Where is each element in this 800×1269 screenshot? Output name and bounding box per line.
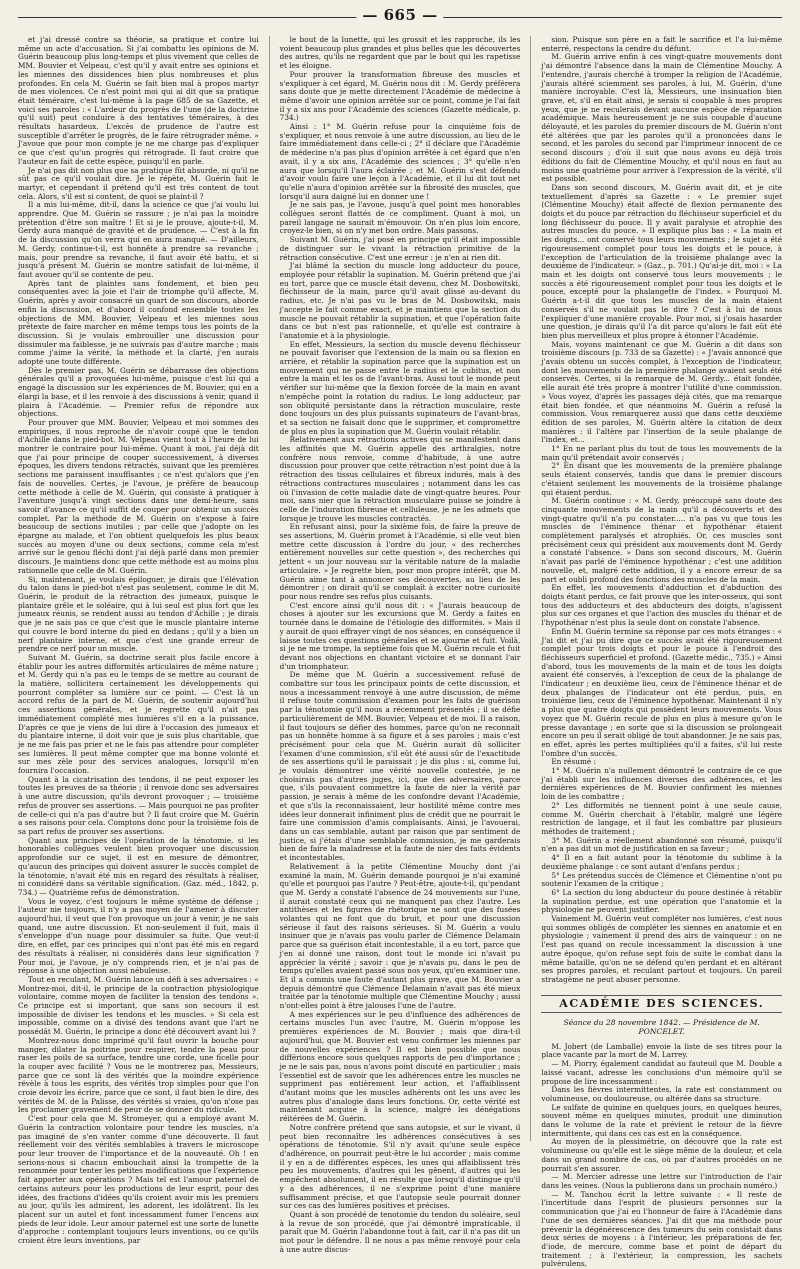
paragraph: 2° En disant que les mouvements de la première phalange seuls étaient conservés, tandis que dans le premier discours c'étaient seulement les mouvements de la troisième phalange qui étaient perdus.: [541, 461, 783, 497]
paragraph: M. Jobert (de Lamballe) envoie la liste de ses titres pour la place vacante par la mort de M. Larrey.: [541, 1041, 783, 1060]
paragraph: Dès le premier pas, M. Guérin se débarrasse des objections générales qu'il a provoquées lui-même, puisque c'est lui qui a engagé la discussion sur les expériences de M. Bouvier, qui en a élargi la base, et il les renvoie à des discussions à venir, quand il plaira à l'Académie. — Premier refus de répondre aux objections.: [18, 365, 259, 419]
paragraph: 5° Les prétendus succès de Clémence et Clémentine n'ont pu soutenir l'examen de la critique ;: [541, 870, 783, 889]
column-1: [18, 35, 259, 1246]
paragraph: J'ai blâmé la section du muscle long adducteur du pouce, employée pour rétablir la supination. M. Guérin prétend que j'ai eu tort, parce que ce muscle était devenu, chez M. Dosbowitski, fléchisseur de la main, parce qu'il avait glissé au-devant du radius, etc. Je n'ai pas vu le bras de M. Dosbowitski, mais j'accepte le fait comme exact, et je maintiens que la section du muscle ne pouvait rétablir la supination, et que l'opération faite dans ce but n'est pas rationnelle, et qu'elle est contraire à l'anatomie et à la physiologie.: [279, 261, 521, 340]
paragraph: — M. Tanchou écrit la lettre suivante : « Il reste de l'incertitude dans l'esprit de plusieurs personnes sur la communication que j'ai eu l'honneur de faire à l'Académie dans l'une de ses dernières séances. J'ai dit que ma méthode pour prévenir la dégénérescence des tumeurs du sein consistait dans deux séries de moyens : à l'intérieur, les préparations de fer, d'iode, de mercure, comme base et point de départ du traitement ; à l'extérieur, la compression, les sachets pulvérulens,: [541, 1189, 783, 1269]
paragraph: M. Guérin continue : « M. Gerdy, préoccupé sans doute des cinquante mouvements de la main qu'il a découverts et des vingt-quatre qu'il n'a pu constater..... n'a pas vu que tous les muscles de l'éminence thénar et hypothénar étaient complètement paralysés et atrophiés. Or, ces muscles sont précisément ceux qui président aux mouvements dont M. Gerdy a constaté l'absence. » Dans son second discours, M. Guérin n'avait pas parlé de l'éminence hypothénar ; c'est une addition nouvelle, et, malgré cette addition, il y a encore erreur de sa part et oubli profond des fonctions des muscles de la main.: [541, 496, 783, 584]
column-2: [279, 35, 521, 1254]
paragraph: Montrez-nous donc imprimé qu'il faut ouvrir la bouche pour manger, dilater la poitrine pour respirer, tendre la peau pour raser les poils de sa surface, tendre une corde, une ficelle pour la couper avec facilité ? Vous ne le montrerez pas, Messieurs, parce que ce sont là des vérités que la moindre expérience révèle à tous les esprits, des vérités trop simples pour que l'on croie devoir les écrire, parce que ce sont, il faut bien le dire, des vérités de M. de la Palisse, des vérités si vraies, qu'on n'ose pas les proclamer gravement de peur de se donner du ridicule.: [18, 1035, 259, 1115]
paragraph: Dans les fièvres intermittentes, la rate est constamment ou volumineuse, ou douloureuse, ou altérée dans sa structure.: [541, 1085, 783, 1103]
paragraph: et j'ai dressé contre sa théorie, sa pratique et contre lui même un acte d'accusation. Si j'ai combattu les opinions de M. Guérin beaucoup plus long-temps et plus vivement que celles de MM. Bouvier et Velpeau, c'est qu'il y avait entre ses opinions et les miennes des dissidences bien plus nombreuses et plus profondes. En cela M. Guérin se fait bien mal à propos martyr de mes violences. Ce n'est point moi qui ai dit que sa pratique était téméraire, c'est lui-même à la page 685 de sa Gazette, et voici ses paroles : « L'ardeur du progrès de l'une (de la doctrine qu'il suit) peut conduire à des tentatives téméraires, à des résultats hasardeux. L'excès de prudence de l'autre est susceptible d'arrêter le progrès, de le faire rétrograder même. » J'avoue que pour mon compte je ne me charge pas d'expliquer ce que c'est qu'un progrès qui rétrograde. Il faut croire que l'auteur en fait de cette espèce, puisqu'il en parle.: [18, 35, 259, 166]
paragraph: 2° Les difformités ne tiennent point à une seule cause, comme M. Guérin cherchait à l'établir, malgré une légère restriction de langage, et il faut les combattre par plusieurs méthodes de traitement ;: [541, 800, 783, 836]
section-body: [541, 1043, 782, 1269]
paragraph: Relativement aux rétractions actives qui se manifestent dans les affinités que M. Guérin appelle des arthralgies, notre confrère nous renvoie, comme d'habitude, à une autre discussion pour prouver que cette rétraction n'est point due à la rétraction des tissus cellulaires et fibreux indurés, mais à des rétractions contractures musculaires ; notamment dans les cas où l'invasion de cette maladie date de vingt-quatre heures. Pour moi, sans nier que la rétraction musculaire puisse se joindre à celle de l'induration fibreuse et celluleuse, je ne les admets que lorsque je trouve les muscles contractés.: [279, 435, 521, 523]
page-number: — 665 —: [356, 6, 443, 24]
paragraph: De même que M. Guérin a successivement refusé de combattre sur tous les principaux points de cette discussion, et nous a incessamment renvoyé à une autre discussion, de même il refuse toute commission d'examen pour les faits de guérison par la ténotomie qu'il nous a récemment présentés ; il se défie particulièrement de MM. Bouvier, Velpeau et de moi. Il a raison, il faut toujours se défier des hommes, parce qu'on ne reconnaît pas un honnête homme à sa figure et à ses paroles ; mais c'est précisément pour cela que M. Guérin aurait dû solliciter l'examen d'une commission, s'il eût été aussi sûr de l'exactitude de ses assertions qu'il le paraissait ; je dis plus : si, comme lui, je voulais démontrer une vérité nouvelle contestée, je ne choisirais pas d'autres juges, ici, que des adversaires, parce que, s'ils pouvaient commettre la faute de nier la vérité par passion, je serais à même de les confondre devant l'Académie, et que s'ils la reconnaissaient, leur hostilité même contre mes idées leur donnerait infiniment plus de crédit que ne pourrait le faire une commission d'amis complaisants. Ainsi, je l'avouerai, dans un cas semblable, autant par raison que par sentiment de justice, si j'étais d'une semblable commission, je me garderais bien de faire la maladresse et la faute de nier des faits évidents et incontestables.: [279, 670, 521, 863]
paragraph: Vainement M. Guérin veut compléter nos lumières, c'est nous qui sommes obligés de compléter les siennes en anatomie et en physiologie ; vainement il prend des airs de vainqueur : on ne l'est pas quand on recule incessamment la discussion à une autre époque, qu'on refuse sept fois de suite le combat dans la même bataille, qu'on ne se défend qu'en perdant et en altérant ses propres paroles, et reculant partout et toujours. Un pareil stratagème ne peut abuser personne.: [541, 914, 783, 984]
paragraph: Pour prouver que MM. Bouvier, Velpeau et moi sommes des empiriques, il nous reproche de n'avoir coupé que le tendon d'Achille dans le pied-bot. M. Velpeau vient tout à l'heure de lui montrer le contraire pour lui-même. Quant à moi, j'ai déjà dit que j'ai pour principe de couper successivement, à diverses époques, les divers tendons rétractés, suivant que les premières sections me paraissent insuffisantes ; ce n'est qu'alors que j'en fais de nouvelles. Certes, je l'avoue, je préfère de beaucoup cette méthode à celle de M. Guérin, qui consiste à pratiquer à l'aventure jusqu'à vingt sections dans une demi-heure, sans savoir d'avance ce qu'il suffit de couper pour obtenir un succès complet. Par la méthode de M. Guérin on s'expose à faire beaucoup de sections inutiles ; par celle que j'adopte on les épargne au malade, et l'on obtient quelquefois les plus beaux succès au moyen d'une ou deux sections, comme cela m'est arrivé sur le genou fléchi dont j'ai déjà parlé dans mon premier discours. Je maintiens donc que cette méthode est au moins plus rationnelle que celle de M. Guérin.: [18, 417, 259, 575]
paragraph: Au moyen de la plessimétrie, on découvre que la rate est volumineuse ou qu'elle est le siège même de la douleur, et cela dans un grand nombre de cas, où par d'autres procédés on ne pourrait s'en assurer.: [541, 1137, 783, 1173]
paragraph: 1° M. Guérin n'a nullement démontré le contraire de ce que j'ai établi sur les influences diverses des adhérences, et les dernières expériences de M. Bouvier confirment les miennes loin de les combattre ;: [541, 766, 783, 802]
paragraph: En effet, les mouvements d'adduction et d'abduction des doigts étant perdus, ce fait prouve que les inter-osseux, qui sont tous des adducteurs et des abducteurs des doigts, n'agissent plus sur ces organes et que l'action des muscles du thénar et de l'hypothénar n'est plus la seule dont on constate l'absence.: [541, 583, 783, 628]
column-divider: [269, 36, 270, 1141]
session-line: Séance du 28 novembre 1842. — Présidence de M. PONCELET.: [563, 1018, 760, 1037]
paragraph: Je ne sais pas, je l'avoue, jusqu'à quel point mes honorables collègues seront flattés de ce compliment. Quant à moi, un pareil langage ne saurait m'émouvoir. On n'en plus loin encore, croyez-le bien, si on n'y met bon ordre. Mais passons.: [279, 200, 521, 236]
paragraph: Vous le voyez, c'est toujours le même système de défense ; l'auteur nie toujours, il n'y a pas moyen de l'amener à discuter aujourd'hui, il veut que l'on provoque un jour à venir, je ne sais quand, une autre discussion. Et non-seulement il fuit, mais il s'enveloppe d'un nuage pour dissimuler sa fuite. Que veut-il dire, en effet, par ces principes qui n'ont pas été mis en regard des résultats à réaliser, ni considérés dans leur signification ? Pour moi, je l'avoue, je n'y comprends rien, et je n'ai pas de réponse à une objection aussi nébuleuse.: [18, 896, 259, 976]
paragraph: — M. Mercier adresse une lettre sur l'introduction de l'air dans les veines. (Nous la publierons dans un prochain numéro.): [541, 1172, 783, 1190]
paragraph: Suivant M. Guérin, j'ai posé en principe qu'il était impossible de distinguer sur le vivant la rétraction primitive de la rétraction consécutive. C'est une erreur : je n'en ai rien dit.: [279, 235, 521, 262]
page-header: [18, 6, 782, 28]
paragraph: En effet, Messieurs, la section du muscle devenu fléchisseur ne pouvait favoriser que l'extension de la main ou sa flexion en arrière, et rétablir la supination parce que la supination est un mouvement qui ne passe entre le radius et le cubitus, et non entre la main et les os de l'avant-bras. Aussi tout le monde peut vérifier sur lui-même que la flexion forcée de la main en avant n'empêche point la rotation du radius. Le long adducteur, par son obliquité persistante dans la rétraction musculaire, reste donc toujours un des plus puissants supinateurs de l'avant-bras, et sa section ne faisait donc que le supprimer, et compromettre de plus en plus la supination que M. Guérin voulait rétablir.: [279, 339, 521, 436]
paragraph: M. Guérin arrive enfin à ces vingt-quatre mouvements dont j'ai démontré l'absence dans la main de Clémentine Mouchy. A l'entendre, j'aurais cherché à tromper la religion de l'Académie, j'aurais altéré sciemment ses paroles, à lui, M. Guérin, d'une manière incroyable. C'est là, Messieurs, une insinuation bien grave, et, s'il en était ainsi, je serais si coupable à mes propres yeux, que je ne reculerais devant aucune espèce de réparation académique. Mais heureusement je ne suis coupable d'aucune déloyauté, et les paroles du premier discours de M. Guérin n'ont été altérées que par les paroles qu'il a prononcées dans le second, et les paroles du second par l'imprimeur innocent de ce second discours ; d'où il suit que nous avons eu déjà trois éditions du fait de Clémentine Mouchy, et qu'il nous en faut au moins une quatrième pour arriver à l'expression de la vérité, s'il est possible.: [541, 52, 783, 184]
paragraph: Relativement à la petite Clémentine Mouchy dont j'ai examiné la main, M. Guérin demande pourquoi je n'ai examiné qu'elle et pourquoi pas l'autre ? Peut-être, ajoute-t-il, qu'pendant que M. Gerdy a constaté l'absence de 24 mouvements sur l'une, il aurait constaté ceux qui ne manquent pas chez l'autre. Les antithèses et les figures de rhétorique ne sont que des fusées volantes qui ne font que du bruit, et pour une discussion sérieuse il faut des raisons sérieuses. Si M. Guérin a voulu insinuer que je n'avais pas voulu parler de Clémence Delamain parce que sa guérison était incontestable, il a eu tort, parce que j'en ai donné une raison, dont tout le monde ici n'avait pu apprécier la vérité ; savoir : que je n'avais pu, dans le peu de temps qu'elles avaient passé sous nos yeux, qu'en examiner une. Et il a commis une faute d'autant plus grave, que M. Bouvier a depuis démontré que Clémence Delamain n'avait pas été mieux traitée par la ténotomie multiple que Clémentine Mouchy ; aussi n'ont-elles point à être jalouses l'une de l'autre.: [279, 861, 521, 1011]
paragraph: En résumé :: [551, 757, 596, 767]
paragraph: Suivant M. Guérin, sa doctrine serait plus facile encore à établir pour les autres difformités articulaires de même nature ; et M. Gerdy qui n'a pas eu le temps de se mettre au courant de la matière, sollicitera certainement les développements qui pourront compléter sa lumière sur ce point. — C'est là un accord refus de la part de M. Guérin, de soutenir aujourd'hui ces assertions générales, et je regrette qu'il n'ait pas immédiatement complété mes lumières s'il en a la puissance. D'après ce que je viens de lui dire à l'occasion des jumeaux et du plantaire interne, il doit voir que je suis plus charitable, que je ne me fais pas prier et ne le fais pas attendre pour compléter ses lumières. Il peut même compter que ma bonne volonté et sur mes zèle pour des services analogues, lorsqu'il m'en fournira l'occasion.: [18, 652, 259, 776]
paragraph: le bout de la lunette, qui les grossit et les rapproche, ils les voient beaucoup plus grandes et plus belles que les découvertes des autres, qu'ils ne regardent que par le bout qui les rapetisse et les éloigne.: [279, 35, 521, 71]
paragraph: Enfin M. Guérin termine sa réponse par ces mots étranges : « J'ai dit et j'ai pu dire que ce succès avait été rigoureusement complet pour trois doigts et pour le pouce à l'endroit des fléchisseurs superficiel et profond. (Gazette médic., 735.) » Ainsi d'abord, tous les mouvements de la main et de tous les doigts avaient été conservés, à l'exception de ceux de la phalange de l'indicateur ; en deuxième lieu, ceux de l'éminence thénar et de deux phalanges de l'indicateur ont été perdus, puis, en troisième lieu, ceux de l'éminence hypothénar. Maintenant il n'y a plus que quatre doigts qui possèdent leurs mouvements. Vous voyez que M. Guérin recule de plus en plus à mesure qu'on le presse davantage ; en sorte que si la discussion se prolongeait encore un peu il serait obligé de tout abandonner. Je ne sais pas, en effet, après les pertes multipliées qu'il a faites, s'il lui reste l'ombre d'un succès.: [541, 626, 783, 758]
paragraph: Si, maintenant, je voulais épiloguer, je dirais que l'élévation du talon dans le pied-bot n'est pas seulement, comme le dit M. Guérin, le produit de la rétraction des jumeaux, puisque le plantaire grêle et le soléaire, qui à lui seul est plus fort que les jumeaux réunis, se rendent aussi au tendon d'Achille ; je dirais que je ne sais pas ce que c'est que le muscle plantaire interne qui couvre le bord interne du pied en dedans ; qu'il y a bien un nerf plantaire interne, et que c'est une grande erreur de prendre ce nerf pour un muscle.: [18, 574, 259, 654]
paragraph: En refusant ainsi, pour la sixième fois, de faire la preuve de ses assertions, M. Guérin promet à l'Académie, si elle veut bien mettre cette discussion à l'ordre du jour, « des recherches entièrement nouvelles sur cette question », des recherches qui jettent « un jour nouveau sur la véritable nature de la maladie articulaire. » Je regrette bien, pour mon propre intérêt, que M. Guérin aime tant à annoncer ses découvertes, au lieu de les démontrer ; on dirait qu'il se complaît à exciter notre curiosité pour nous rendre ses refus plus cuisants.: [279, 522, 521, 601]
paragraph: Pour prouver la transformation fibreuse des muscles et s'expliquer à cet égard, M. Guérin nous dit : M. Gerdy préférera sans doute que je mette directement l'Académie de médecine à même d'avoir une opinion arrêtée sur ce point, comme je l'ai fait il y a six ans pour l'Académie des sciences (Gazette médicale, p. 734.): [279, 69, 521, 123]
column-divider: [530, 36, 531, 1141]
paragraph: Après tant de plaintes sans fondement, et bien peu conséquentes avec la joie et l'air de triomphe qu'il affecte, M. Guérin, après y avoir consacré un quart de son discours, aborde enfin la discussion, et d'abord il confond ensemble toutes les objections de MM. Bouvier, Velpeau et les miennes sous prétexte de faire marcher en même temps tous les points de la discussion. Si je voulais embrouiller une discussion pour dissimuler ma faiblesse, je ne suivrais pas d'autre marche ; mais comme j'aime la vérité, la méthode et la clarté, j'en aurais adopté une toute différente.: [18, 278, 259, 367]
paragraph: Quant à son procédé de tenotomie du tendon du soléaire, seul à la revue de son procédé, que j'ai démontré impraticable, il paraît que M. Guérin l'abandonne tout à fait, car il n'a pas dit un mot pour le défendre. Il ne nous a pas même renvoyé pour cela à une autre discus-: [279, 1209, 521, 1254]
paragraph: Ainsi : 1° M. Guérin refuse pour la cinquième fois de s'expliquer, et nous renvoie à une autre discussion, au lieu de le faire immédiatement dans celle-ci ; 2° il déclare que l'Académie de médecine n'a pas plus d'opinion arrêtée à cet égard que n'en avait, il y a six ans, l'Académie des sciences ; 3° qu'elle n'en aura que lorsqu'il l'aura éclairée ; et M. Guérin s'est défendu d'avoir voulu faire une leçon à l'Académie, et il lui dit tout net qu'elle n'aura d'opinion arrêtée sur la fibrosité des muscles, que lorsqu'il aura daigné lui en donner une !: [279, 122, 521, 201]
paragraph: sion. Puisque son père en a fait le sacrifice et l'a lui-même enterré, respectons la cendre du défunt.: [541, 35, 783, 53]
paragraph: Le sulfate de quinine en quelques jours, en quelques heures, souvent même en quelques minutes, produit une diminution dans le volume de la rate et prévient le retour de la fièvre intermittente, qui dans ces cas est en la conséquence.: [541, 1102, 783, 1138]
paragraph: Mais, voyons maintenant ce que M. Guérin a dit dans son troisième discours (p. 733 de sa Gazette) : « J'avais annoncé que j'avais obtenu un succès complet, à l'exception de l'indicateur, dont les mouvements de la première phalange avaient seuls été conservés. Certes, si la remarque de M. Gerdy... était fondée, elle aurait été très propre à montrer l'utilité d'une commission. » Vous voyez, d'après les passages déjà cités, que ma remarque était bien fondée, et que néanmoins M. Guérin a refusé la commission. Vous remarquerez aussi que dans cette deuxième édition de ses paroles, M. Guérin altère la citation de deux manières : il l'altère par l'insertion de la seule phalange de l'index, et...: [541, 339, 783, 445]
text-columns: [18, 35, 783, 1269]
paragraph: 1° En ne parlant plus du tout de tous les mouvements de la main qu'il prétendait avoir conservés ;: [541, 444, 783, 462]
paragraph: — M. Piorry, également candidat au fauteuil que M. Double a laissé vacant, adresse les conclusions d'un mémoire qu'il se propose de lire incessamment :: [541, 1059, 783, 1086]
section-title: ACADÉMIE DES SCIENCES.: [541, 995, 782, 1014]
paragraph: Il a mis lui-même, dit-il, dans la science ce que j'ai voulu lui apprendre. Que M. Guérin se rassure ; je n'ai pas la moindre prétention d'être son maître ! Et si je le prouve, ajoute-t-il, M. Gerdy aura manqué de gravité et de prudence. — C'est à la fin de la discussion qu'on verra qui en aura manqué. — D'ailleurs, M. Gerdy, continue-t-il, est honnête à prendre sa revanche ; mais, pour prendre sa revanche, il faut avoir été battu, et si jusqu'à présent M. Guérin se montre satisfait de lui-même, il faut avouer qu'il se contente de peu.: [18, 200, 259, 279]
paragraph: Quant à la cicatrisation des tendons, il ne peut exposer les toutes les preuves de sa théorie ; il renvoie donc ses adversaires à une autre discussion, qu'ils devront provoquer ; — troisième refus de prouver ses assertions. — Mais pourquoi ne pas profiter de celle-ci qui n'a pas d'autre but ? Il faut croire que M. Guérin a ses raisons pour cela. Comptons donc pour la troisième fois de sa part refus de prouver ses assertions.: [18, 774, 259, 836]
paragraph: Tout en reculant, M. Guérin lance un défi à ses adversaires : « Montrez-moi, dit-il, le principe de la contraction physiologique volontaire, comme moyen de faciliter la tension des tendons ». Ce principe est si important, que sans son secours il est impossible de diviser les tendons et les muscles. » Si cela est impossible, comme on a divisé des tendons avant que l'art ne possédât M. Guérin, le principe a donc été découvert avant lui ?: [18, 974, 259, 1037]
paragraph: Je n'ai pas dit non plus que sa pratique fût absurde, ni qu'il ne sût pas ce qu'il voulait dire. Je le répète, M. Guérin fait le martyr, et cependant il prétend qu'il est très content de tout cela. Alors, s'il est si content, de quoi se plaint-il ?: [18, 165, 259, 201]
paragraph: C'est pour cela que M. Stromeyer, qui a employé avant M. Guérin la contraction volontaire pour tendre les muscles, n'a pas imaginé de s'en vanter comme d'une découverte. Il faut réellement voir des vérités semblables à travers le microscope pour leur trouver de l'importance et de la nouveauté. Oh ! en serions-nous si chacun embouchait ainsi la trompette de la renommée pour tenter les petites modifications que l'expérience fait apporter aux opérations ? Mais tel est l'amour paternel de certains auteurs pour les productions de leur esprit, pour des idées, des fractions d'idées qu'ils croient avoir mis les premiers au jour, qu'ils les admirent, les adorent, les idolâtrent. Ils les placent sur un autel et font incessamment fumer l'encens aux pieds de leur idole. Leur amour paternel est une sorte de lunette d'approche : contemplant toujours leurs inventions, ou ce qu'ils croient être leurs inventions, par: [18, 1114, 259, 1246]
column-3: [541, 35, 783, 1269]
paragraph: Quant aux principes de l'opération de la ténotomie, si les honorables collègues veulent bien provoquer une discussion approfondie sur ce sujet, il est en mesure de démontrer, qu'aucun des principes qui doivent assurer le succès complet de la ténotomie, n'avait été mis en regard des résultats à réaliser, ni considéré dans sa véritable signification. (Gaz. méd., 1842, p. 734.) — Quatrième refus de démonstration.: [18, 835, 259, 897]
paragraph: 3° M. Guérin a réellement abandonné son résumé, puisqu'il n'en a pas dit un mot de justification en sa faveur ;: [541, 835, 783, 854]
paragraph: 4° Il en a fait autant pour la ténotomie du sublime à la deuxième phalange : ce sont autant d'enfans perdus ;: [541, 853, 783, 871]
column-3-body: [541, 36, 782, 985]
paragraph: 6° La section du long abducteur du pouce destinée à rétablir la supination perdue, est une opération que l'anatomie et la physiologie ne peuvent justifier.: [541, 887, 783, 915]
paragraph: Notre confrère prétend que sans autopsie, et sur le vivant, il peut bien reconnaître les adhérences consécutives à ses opérations de ténotomie. S'il n'y avait qu'une seule espèce d'adhérence, on pourrait peut-être le lui accorder ; mais comme il y en a de différentes espèces, les unes qui affaiblissent très peu les mouvements, d'autres qui les gênent, d'autres qui les empêchent absolument, il en résulte que lorsqu'il distingue qu'il y a des adhérences, il ne s'exprime point d'une manière suffisamment précise, et que l'autopsie seule pourrait donner sur ces cas des lumières positives et précises.: [279, 1122, 521, 1211]
paragraph: A mes expériences sur le peu d'influence des adhérences de certains muscles l'un avec l'autre, M. Guérin m'oppose les premières expériences de M. Bouvier ; mais que dira-t-il aujourd'hui, que M. Bouvier est venu confirmer les miennes par de nouvelles expériences ? Il est bien possible que nous différions encore sous quelques rapports de peu d'importance ; je ne le sais pas, nous n'avons point discuté en particulier ; mais l'essentiel est de savoir que les adhérences entre les muscles ne suppriment pas entièrement leur action, et l'affaiblissent d'autant moins que les muscles adhérents ont les uns avec les autres plus d'analogie dans leurs fonctions. Or, cette vérité est maintenant acquise à la science, malgré les dénégations réitérées de M. Guérin.: [279, 1009, 521, 1124]
paragraph: Dans son second discours, M. Guérin avait dit, et je cite textuellement d'après sa Gazette : « Le premier sujet (Clémentine Mouchy) était affecté de flexion permanente des doigts et du pouce par rétraction du fléchisseur superficiel et du long fléchisseur du pouce. Il y avait paralysie et atrophie des autres muscles du pouce. » Il explique plus bas : « La main et les doigts... ont conservé tous leurs mouvements ; le sujet a été rigoureusement complet pour tous les doigts et le pouce, à l'exception de l'articulation de la troisième phalange avec la deuxième de l'indicateur. » (Gaz., p. 701.) Qu'ai-je dit, moi : « La main et les doigts ont conservé tous leurs mouvements ; le succès a été rigoureusement complet pour tous les doigts et le pouce, excepté pour la phalangette de l'index. » Pourquoi M. Guérin a-t-il dit que tous les muscles de la main étaient conservés s'il ne voulait pas le dire ? C'est à lui de nous l'expliquer d'une manière croyable. Pour moi, si j'osais hasarder une question, je dirais qu'il l'a dit parce qu'alors le fait eût été bien plus merveilleux et plus propre à étonner l'Académie.: [541, 182, 783, 340]
paragraph: C'est encore ainsi qu'il nous dit : « J'aurais beaucoup de choses à ajouter sur les excursions que M. Gerdy a faites en tournée dans le domaine de l'étiologie des difformités. » Mais il y aurait de quoi effrayer vingt de nos séances, en conséquence il laisse toutes ces questions générales et se ajourne et fuit. Voilà, si je ne me trompe, la septième fois que M. Guérin recule et fuit devant nos objections en chantant victoire et se donnant l'air d'un triomphateur.: [279, 600, 521, 671]
